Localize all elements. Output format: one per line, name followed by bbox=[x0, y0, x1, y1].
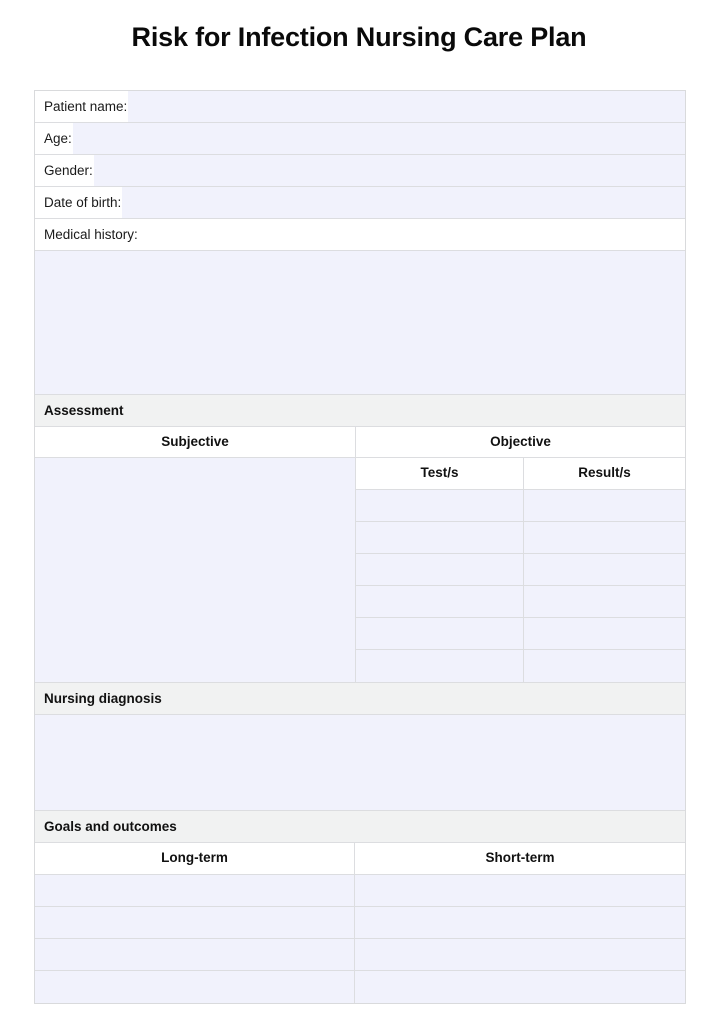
subjective-header: Subjective bbox=[35, 427, 355, 458]
test-field[interactable] bbox=[356, 490, 524, 521]
medical-history-inline bbox=[139, 219, 685, 250]
result-field[interactable] bbox=[524, 650, 685, 682]
subjective-column bbox=[35, 427, 356, 682]
results-header: Result/s bbox=[524, 458, 685, 489]
test-field[interactable] bbox=[356, 586, 524, 617]
objective-header: Objective bbox=[356, 427, 685, 458]
age-field[interactable] bbox=[73, 123, 685, 154]
test-field[interactable] bbox=[356, 522, 524, 553]
tests-header: Test/s bbox=[356, 458, 524, 489]
result-field[interactable] bbox=[524, 586, 685, 617]
gender-field[interactable] bbox=[94, 155, 685, 186]
patient-name-field[interactable] bbox=[128, 91, 685, 122]
objective-row bbox=[356, 650, 685, 682]
goals-row bbox=[35, 939, 685, 971]
objective-row bbox=[356, 554, 685, 586]
objective-row bbox=[356, 618, 685, 650]
goals-row bbox=[35, 907, 685, 939]
result-field[interactable] bbox=[524, 522, 685, 553]
medical-history-label: Medical history: bbox=[35, 219, 139, 250]
patient-name-label: Patient name: bbox=[35, 91, 128, 122]
objective-row bbox=[356, 522, 685, 554]
goals-row bbox=[35, 971, 685, 1003]
medical-history-field[interactable] bbox=[35, 251, 685, 395]
gender-label: Gender: bbox=[35, 155, 94, 186]
short-term-field[interactable] bbox=[355, 971, 685, 1003]
age-label: Age: bbox=[35, 123, 73, 154]
assessment-section bbox=[35, 427, 685, 683]
document-title: Risk for Infection Nursing Care Plan bbox=[131, 22, 587, 52]
assessment-header: Assessment bbox=[35, 395, 685, 427]
objective-row bbox=[356, 490, 685, 522]
gender-row bbox=[35, 155, 685, 187]
subjective-field[interactable] bbox=[35, 458, 355, 682]
goals-row bbox=[35, 875, 685, 907]
objective-row bbox=[356, 586, 685, 618]
short-term-field[interactable] bbox=[355, 875, 685, 906]
short-term-field[interactable] bbox=[355, 939, 685, 970]
nursing-diagnosis-field[interactable] bbox=[35, 715, 685, 811]
objective-column bbox=[356, 427, 685, 682]
patient-name-row bbox=[35, 91, 685, 123]
goals-header: Goals and outcomes bbox=[35, 811, 685, 843]
long-term-header: Long-term bbox=[35, 843, 355, 874]
long-term-field[interactable] bbox=[35, 971, 355, 1003]
test-field[interactable] bbox=[356, 554, 524, 585]
medical-history-row bbox=[35, 219, 685, 251]
long-term-field[interactable] bbox=[35, 875, 355, 906]
nursing-diagnosis-header: Nursing diagnosis bbox=[35, 683, 685, 715]
care-plan-form bbox=[34, 90, 686, 1004]
date-of-birth-row bbox=[35, 187, 685, 219]
long-term-field[interactable] bbox=[35, 907, 355, 938]
short-term-field[interactable] bbox=[355, 907, 685, 938]
long-term-field[interactable] bbox=[35, 939, 355, 970]
result-field[interactable] bbox=[524, 554, 685, 585]
goals-subheader-row bbox=[35, 843, 685, 875]
objective-subheader-row bbox=[356, 458, 685, 490]
date-of-birth-field[interactable] bbox=[122, 187, 685, 218]
test-field[interactable] bbox=[356, 650, 524, 682]
date-of-birth-label: Date of birth: bbox=[35, 187, 122, 218]
age-row bbox=[35, 123, 685, 155]
result-field[interactable] bbox=[524, 490, 685, 521]
short-term-header: Short-term bbox=[355, 843, 685, 874]
result-field[interactable] bbox=[524, 618, 685, 649]
test-field[interactable] bbox=[356, 618, 524, 649]
